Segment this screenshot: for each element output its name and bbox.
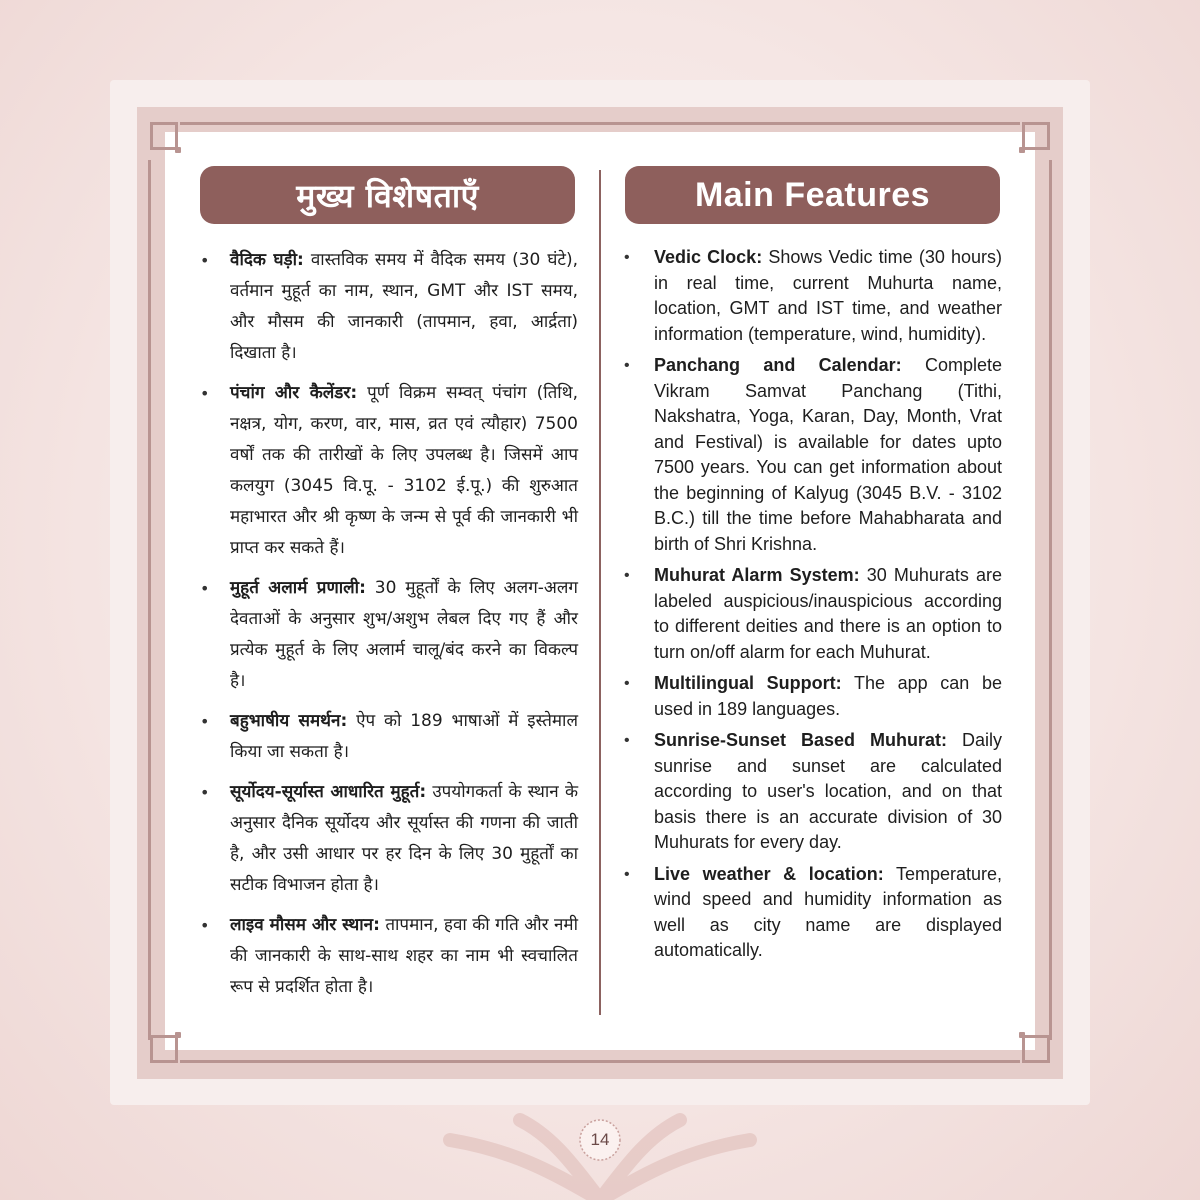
feature-text: Daily sunrise and sunset are calculated according to user's location, and on that basis there is an accurate division of 30 Muhurats for every day. [654,730,1002,852]
frame-line-bottom [180,1060,1020,1063]
english-feature-muhurat-alarm [624,563,1002,665]
english-heading: Main Features [625,166,1000,224]
hindi-heading: मुख्य विशेषताएँ [200,166,575,224]
feature-title: Muhurat Alarm System: [654,565,860,585]
feature-text: Temperature, wind speed and humidity information as well as city name are displayed automatically. [654,863,1002,960]
english-feature-vedic-clock [624,245,1002,347]
feature-title: पंचांग और कैलेंडर: [230,383,358,403]
bullet-icon: • [624,249,630,266]
frame-corner-top-right [1022,122,1050,150]
hindi-feature-sunrise-sunset [200,777,578,901]
english-feature-weather [624,862,1002,964]
bullet-icon: • [624,732,630,749]
english-feature-sunrise-sunset [624,728,1002,856]
feature-title: सूर्योदय-सूर्यास्त आधारित मुहूर्त: [230,782,427,802]
frame-line-top [180,122,1020,125]
bullet-icon: • [624,675,630,692]
feature-text: Complete Vikram Samvat Panchang (Tithi, Nakshatra, Yoga, Karan, Day, Month, Vrat and Festival) is available for dates upto 7500 years. You can get information about the beginning of Kalyug (3045 B.V. - 3102 B.C.) till the time before Mahabharata and birth of Shri Krishna. [654,355,1002,554]
feature-title: Live weather & location: [654,863,884,884]
feature-text: 30 Muhurats are labeled auspicious/inauspicious according to different deities and there is an option to turn on/off alarm for each Muhurat. [654,565,1002,662]
hindi-feature-weather [200,910,578,1003]
feature-text: पूर्ण विक्रम सम्वत् पंचांग (तिथि, नक्षत्र, योग, करण, वार, मास, व्रत एवं त्यौहार) 7500 वर्षों तक की तारीखों के लिए उपलब्ध है। जिसमें आप कलयुग (3045 वि.पू. - 3102 ई.पू.) की शुरुआत महाभारत और श्री कृष्ण के जन्म से पूर्व की जानकारी भी प्राप्त कर सकते हैं। [230,383,578,558]
hindi-feature-multilingual [200,706,578,768]
feature-title: Multilingual Support: [654,673,842,693]
hindi-feature-panchang [200,378,578,564]
bullet-icon: • [200,579,210,598]
feature-text: तापमान, हवा की गति और नमी की जानकारी के साथ-साथ शहर का नाम भी स्वचालित रूप से प्रदर्शित होता है। [230,915,578,997]
feature-title: वैदिक घड़ी: [230,250,304,270]
hindi-feature-muhurat-alarm [200,573,578,697]
bullet-icon: • [624,567,630,584]
bullet-icon: • [200,916,210,935]
feature-title: Sunrise-Sunset Based Muhurat: [654,730,947,750]
bullet-icon: • [200,783,210,802]
frame-corner-top-left [150,122,178,150]
feature-title: बहुभाषीय समर्थन: [230,711,348,731]
hindi-feature-list [200,245,578,1012]
feature-text: 30 मुहूर्तों के लिए अलग-अलग देवताओं के अनुसार शुभ/अशुभ लेबल दिए गए हैं और प्रत्येक मुहूर्त के लिए अलार्म चालू/बंद करने का विकल्प है। [230,578,578,691]
feature-title: लाइव मौसम और स्थान: [230,915,380,935]
feature-text: वास्तविक समय में वैदिक समय (30 घंटे), वर्तमान मुहूर्त का नाम, स्थान, GMT और IST समय, और मौसम की जानकारी (तापमान, हवा, आर्द्रता) दिखाता है। [230,250,579,363]
frame-corner-bottom-right [1022,1035,1050,1063]
bullet-icon: • [624,357,630,374]
page-number: 14 [590,1130,610,1149]
frame-line-right [1049,160,1052,1040]
feature-title: Vedic Clock: [654,247,763,267]
feature-text: ऐप को 189 भाषाओं में इस्तेमाल किया जा सकता है। [230,711,578,762]
feature-text: The app can be used in 189 languages. [654,673,1002,719]
feature-text: उपयोगकर्ता के स्थान के अनुसार दैनिक सूर्योदय और सूर्यास्त की गणना की जाती है, और उसी आधार पर हर दिन के लिए 30 मुहूर्तों का सटीक विभाजन होता है। [230,782,578,895]
frame-line-left [148,160,151,1040]
english-feature-list [624,245,1002,970]
feature-title: मुहूर्त अलार्म प्रणाली: [230,578,366,598]
bullet-icon: • [200,712,210,731]
bullet-icon: • [200,384,210,403]
english-feature-multilingual [624,671,1002,722]
feature-text: Shows Vedic time (30 hours) in real time, current Muhurta name, location, GMT and IST time, and weather information (temperature, wind, humidity). [654,247,1002,344]
column-divider [599,170,601,1015]
bullet-icon: • [200,251,210,270]
frame-corner-bottom-left [150,1035,178,1063]
bullet-icon: • [624,865,630,883]
feature-title: Panchang and Calendar: [654,355,902,375]
hindi-feature-vedic-clock [200,245,578,369]
english-feature-panchang [624,353,1002,557]
